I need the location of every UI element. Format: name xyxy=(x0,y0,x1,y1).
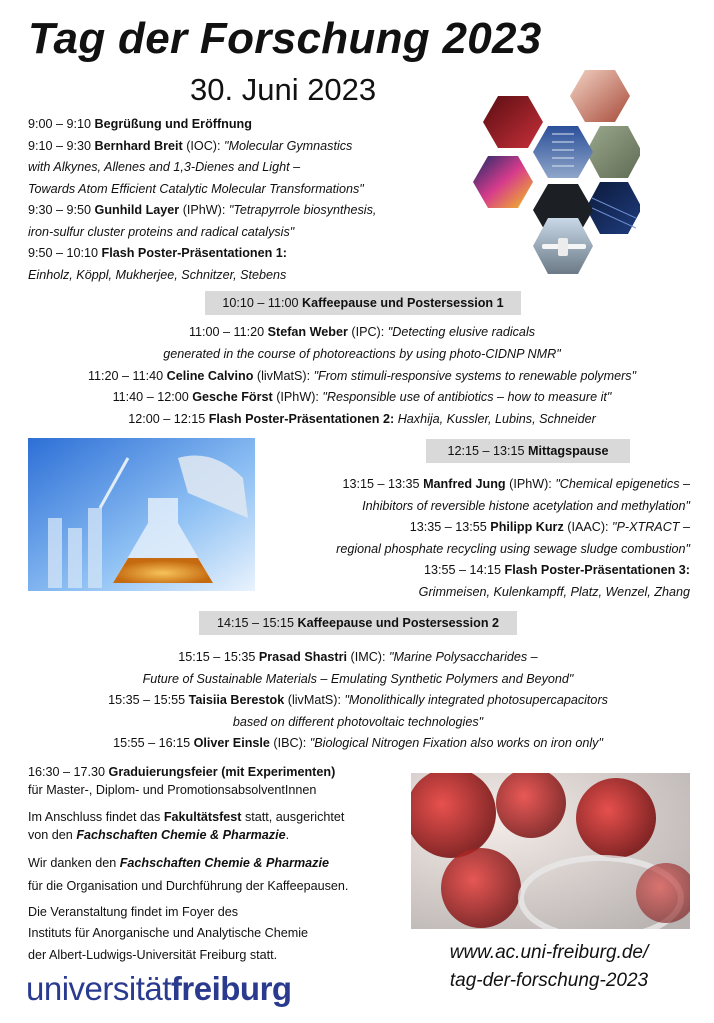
program-bold: Gesche Först xyxy=(192,390,273,404)
program-bold: Prasad Shastri xyxy=(258,650,348,664)
program-line xyxy=(8,712,708,734)
coffee-break-2: 14:15 – 15:15 Kaffeepause und Postersession 2 xyxy=(199,611,517,635)
program-bold: Flash Poster-Präsentationen 1: xyxy=(101,246,287,260)
program-italic: "Monolithically integrated photosupercapacitors xyxy=(344,693,608,707)
program-line xyxy=(12,322,712,344)
program-italic: "From stimuli-responsive systems to renewable polymers" xyxy=(313,369,637,383)
program-line xyxy=(424,560,690,582)
program-time: 11:20 – 11:40 xyxy=(87,369,167,383)
thanks-line-2: für die Organisation und Durchführung der Kaffeepausen. xyxy=(28,879,349,893)
program-italic: Inhibitors of reversible histone acetylation and methylation" xyxy=(362,499,690,513)
program-italic: Einholz, Köppl, Mukherjee, Schnitzer, Stebens xyxy=(28,268,287,282)
university-logo: universitätfreiburg xyxy=(26,970,292,1007)
program-time: 9:50 – 10:10 xyxy=(28,246,102,260)
program-bold: Flash Poster-Präsentationen 2: xyxy=(208,412,395,426)
program-rest: (IMC): xyxy=(347,650,390,664)
program-line xyxy=(343,474,690,496)
program-italic: generated in the course of photoreactions by using photo-CIDNP NMR" xyxy=(163,347,561,361)
program-bold: Gunhild Layer xyxy=(94,203,180,217)
program-bold: Begrüßung und Eröffnung xyxy=(94,117,252,131)
program-italic: "Detecting elusive radicals xyxy=(387,325,536,339)
fest-line-2: von den Fachschaften Chemie & Pharmazie. xyxy=(28,828,290,842)
venue-line-3: der Albert-Ludwigs-Universität Freiburg statt. xyxy=(28,948,278,962)
hexagon-collage-image xyxy=(470,68,640,280)
program-line xyxy=(28,136,352,158)
coffee-break-1: 10:10 – 11:00 Kaffeepause und Postersession 1 xyxy=(205,291,521,315)
program-italic: based on different photovoltaic technologies" xyxy=(232,715,484,729)
program-line xyxy=(12,344,712,366)
program-time: 13:35 – 13:55 xyxy=(409,520,491,534)
program-italic: "Chemical epigenetics – xyxy=(555,477,690,491)
program-line xyxy=(362,496,690,518)
program-bold: Oliver Einsle xyxy=(193,736,270,750)
program-italic: Future of Sustainable Materials – Emulating Synthetic Polymers and Beyond" xyxy=(142,672,574,686)
program-italic: "Marine Polysaccharides – xyxy=(389,650,538,664)
program-time: 15:35 – 15:55 xyxy=(108,693,189,707)
program-line xyxy=(28,157,300,179)
program-italic: regional phosphate recycling using sewage sludge combustion" xyxy=(336,542,690,556)
fest-line-1: Im Anschluss findet das Fakultätsfest statt, ausgerichtet xyxy=(28,810,345,824)
program-italic: iron-sulfur cluster proteins and radical catalysis" xyxy=(28,225,295,239)
program-italic: "Biological Nitrogen Fixation also works on iron only" xyxy=(309,736,603,750)
program-line xyxy=(12,409,712,431)
program-rest: (IPhW): xyxy=(272,390,323,404)
program-line xyxy=(410,517,690,539)
program-rest: (IPhW): xyxy=(179,203,229,217)
program-time: 11:00 – 11:20 xyxy=(188,325,268,339)
program-time: 12:00 – 12:15 xyxy=(128,412,209,426)
program-line xyxy=(8,690,708,712)
program-line xyxy=(28,222,294,244)
website-url-line-1[interactable]: www.ac.uni-freiburg.de/ xyxy=(449,942,649,963)
graduation-sub: für Master-, Diplom- und PromotionsabsolventInnen xyxy=(28,783,317,797)
lunch-break: 12:15 – 13:15 Mittagspause xyxy=(426,439,630,463)
program-rest: (IPC): xyxy=(347,325,388,339)
program-rest: (IOC): xyxy=(182,139,224,153)
program-bold: Celine Calvino xyxy=(166,369,254,383)
program-time: 13:55 – 14:15 xyxy=(424,563,505,577)
program-italic: with Alkynes, Allenes and 1,3-Dienes and Light – xyxy=(28,160,301,174)
program-time: 15:55 – 16:15 xyxy=(113,736,194,750)
program-line xyxy=(28,200,376,222)
program-italic: "P-XTRACT – xyxy=(612,520,690,534)
program-line xyxy=(8,733,708,755)
program-line xyxy=(28,243,287,265)
program-time: 15:15 – 15:35 xyxy=(178,650,259,664)
program-rest: (IPhW): xyxy=(505,477,556,491)
program-bold: Flash Poster-Präsentationen 3: xyxy=(504,563,690,577)
program-italic: "Responsible use of antibiotics – how to measure it" xyxy=(322,390,612,404)
thanks-line-1: Wir danken den Fachschaften Chemie & Pharmazie xyxy=(28,856,329,870)
program-line xyxy=(12,387,712,409)
program-line xyxy=(8,669,708,691)
program-bold: Stefan Weber xyxy=(267,325,348,339)
program-line xyxy=(28,179,364,201)
program-bold: Taisiia Berestok xyxy=(188,693,285,707)
venue-line-1: Die Veranstaltung findet im Foyer des xyxy=(28,905,239,919)
program-time: 13:15 – 13:35 xyxy=(342,477,424,491)
program-line xyxy=(8,647,708,669)
program-italic: Grimmeisen, Kulenkampff, Platz, Wenzel, Zhang xyxy=(418,585,690,599)
program-rest: (livMatS): xyxy=(253,369,314,383)
program-italic: "Molecular Gymnastics xyxy=(224,139,353,153)
program-rest: (livMatS): xyxy=(284,693,345,707)
program-bold: Bernhard Breit xyxy=(94,139,183,153)
program-time: 11:40 – 12:00 xyxy=(112,390,193,404)
program-bold: Philipp Kurz xyxy=(490,520,564,534)
program-rest: (IAAC): xyxy=(563,520,613,534)
program-line xyxy=(28,265,286,287)
venue-line-2: Instituts für Anorganische und Analytische Chemie xyxy=(28,926,309,940)
graduation-line: 16:30 – 17.30 Graduierungsfeier (mit Experimenten) xyxy=(28,765,336,779)
program-time: 9:30 – 9:50 xyxy=(28,203,95,217)
program-time: 9:00 – 9:10 xyxy=(28,117,95,131)
program-italic: "Tetrapyrrole biosynthesis, xyxy=(228,203,377,217)
program-italic: Towards Atom Efficient Catalytic Molecular Transformations" xyxy=(28,182,364,196)
website-url-line-2[interactable]: tag-der-forschung-2023 xyxy=(449,970,649,991)
program-line xyxy=(336,539,690,561)
event-date: 30. Juni 2023 xyxy=(190,72,377,107)
program-time: 9:10 – 9:30 xyxy=(28,139,95,153)
lab-flask-image xyxy=(28,438,255,591)
program-line xyxy=(419,582,690,604)
program-line xyxy=(28,114,252,136)
program-italic: Haxhija, Kussler, Lubins, Schneider xyxy=(397,412,596,426)
program-rest: (IBC): xyxy=(269,736,310,750)
petri-dish-image xyxy=(411,773,690,929)
page-title: Tag der Forschung 2023 xyxy=(28,14,542,63)
program-line xyxy=(12,366,712,388)
program-bold: Manfred Jung xyxy=(423,477,506,491)
